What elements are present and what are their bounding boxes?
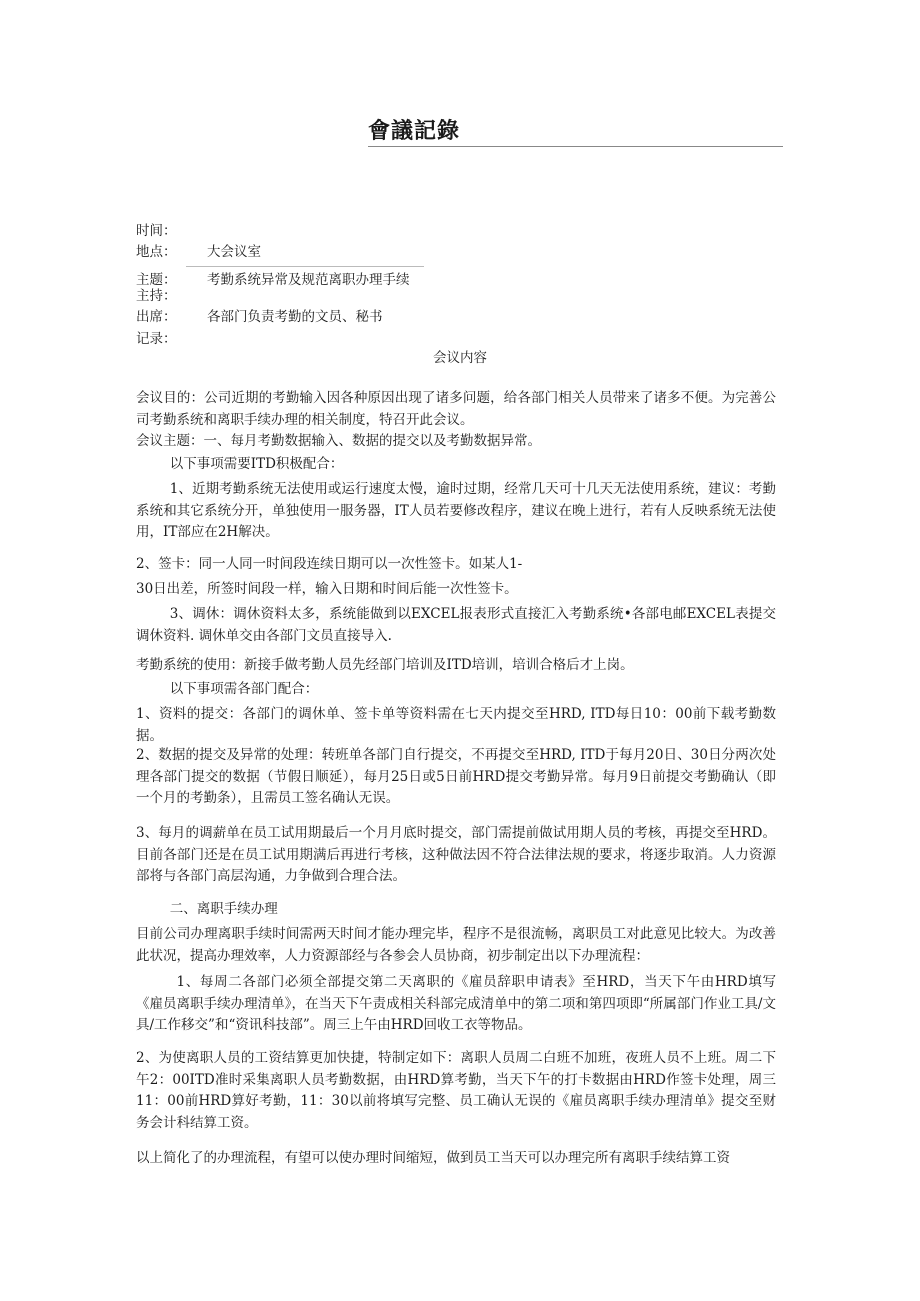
paragraph-resign-item-2: 2、为使离职人员的工资结算更加快捷，特制定如下：离职人员周二白班不加班，夜班人员不上班。周二下午2：00ITD准时采集离职人员考勤数据，由HRD算考勤，当天下午的打卡数据由HRD作签卡处理，周三11：00前HRD算好考勤，11：30以前将填写完整、员工确认无误的《雇员离职手续办理清单》提交至财务会计科结算工资。 <box>136 1050 776 1131</box>
paragraph-resign-item-1: 1、每周二各部门必须全部提交第二天离职的《雇员辞职申请表》至HRD，当天下午由HRD填写《雇员离职手续办理清单》，在当天下午责成相关科部完成清单中的第二项和第四项即“所属部门作业工具/文具/工作移交”和“资讯科技部”。周三上午由HRD回收工衣等物品。 <box>136 974 776 1033</box>
title-underline <box>368 146 783 147</box>
paragraph-itd-item-2a: 2、签卡：同一人同一时间段连续日期可以一次性签卡。如某人1- <box>136 556 523 572</box>
time-label: 时间： <box>136 223 177 239</box>
paragraph-itd-intro: 以下事项需要ITD积极配合： <box>169 456 344 472</box>
paragraph-itd-item-2b: 30日出差，所签时间段一样，输入日期和时间后能一次性签卡。 <box>136 581 518 597</box>
host-label: 主持： <box>136 288 177 304</box>
attendees-label: 出席： <box>136 309 177 325</box>
document-title: 會議記錄 <box>368 118 461 144</box>
place-label: 地点： <box>136 244 177 260</box>
topic-label: 主题： <box>136 272 177 288</box>
paragraph-itd-item-3: 3、调休：调休资料太多，系统能做到以EXCEL报表形式直接汇入考勤系统•各部电邮EXCEL表提交调休资料. 调休单交由各部门文员直接导入. <box>136 606 776 644</box>
paragraph-resign-intro: 目前公司办理离职手续时间需两天时间才能办理完毕，程序不是很流畅，离职员工对此意见比较大。为改善此状况，提高办理效率，人力资源部经与各参会人员协商，初步制定出以下办理流程： <box>136 926 776 964</box>
paragraph-purpose: 会议目的：公司近期的考勤输入因各种原因出现了诸多问题，给各部门相关人员带来了诸多不便。为完善公司考勤系统和离职手续办理的相关制度，特召开此会议。 <box>136 390 776 428</box>
paragraph-section-two: 二、离职手续办理 <box>169 901 278 917</box>
paragraph-conclusion: 以上简化了的办理流程，有望可以使办理时间缩短，做到员工当天可以办理完所有离职手续结算工资 <box>136 1150 730 1166</box>
paragraph-itd-item-1: 1、近期考勤系统无法使用或运行速度太慢，逾时过期，经常几天可十几天无法使用系统，建议：考勤系统和其它系统分开，单独使用一服务器，IT人员若要修改程序，建议在晚上进行，若有人反映系统无法使用，IT部应在2H解决。 <box>136 481 776 540</box>
paragraph-dept-item-2: 2、数据的提交及异常的处理：转班单各部门自行提交，不再提交至HRD, ITD于每月20日、30日分两次处理各部门提交的数据（节假日顺延），每月25日或5日前HRD提交考勤异常。每月9日前提交考勤确认（即一个月的考勤条），且需员工签名确认无误。 <box>136 747 776 806</box>
attendees-value: 各部门负责考勤的文员、秘书 <box>207 309 383 325</box>
topic-value: 考勤系统异常及规范离职办理手续 <box>207 272 410 288</box>
content-heading: 会议内容 <box>433 350 487 366</box>
record-label: 记录： <box>136 331 177 347</box>
paragraph-theme: 会议主题：一、每月考勤数据输入、数据的提交以及考勤数据异常。 <box>136 433 541 449</box>
place-value: 大会议室 <box>207 244 261 260</box>
paragraph-dept-intro: 以下事项需各部门配合： <box>169 681 319 697</box>
paragraph-dept-item-1: 1、资料的提交：各部门的调休单、签卡单等资料需在七天内提交至HRD, ITD每日10：00前下载考勤数据。 <box>136 706 776 744</box>
meta-divider <box>186 266 424 267</box>
paragraph-system-usage: 考勤系统的使用：新接手做考勤人员先经部门培训及ITD培训，培训合格后才上岗。 <box>136 657 634 673</box>
paragraph-dept-item-3: 3、每月的调薪单在员工试用期最后一个月月底时提交，部门需提前做试用期人员的考核，再提交至HRD。目前各部门还是在员工试用期满后再进行考核，这种做法因不符合法律法规的要求，将逐步取消。人力资源部将与各部门高层沟通，力争做到合理合法。 <box>136 825 776 884</box>
